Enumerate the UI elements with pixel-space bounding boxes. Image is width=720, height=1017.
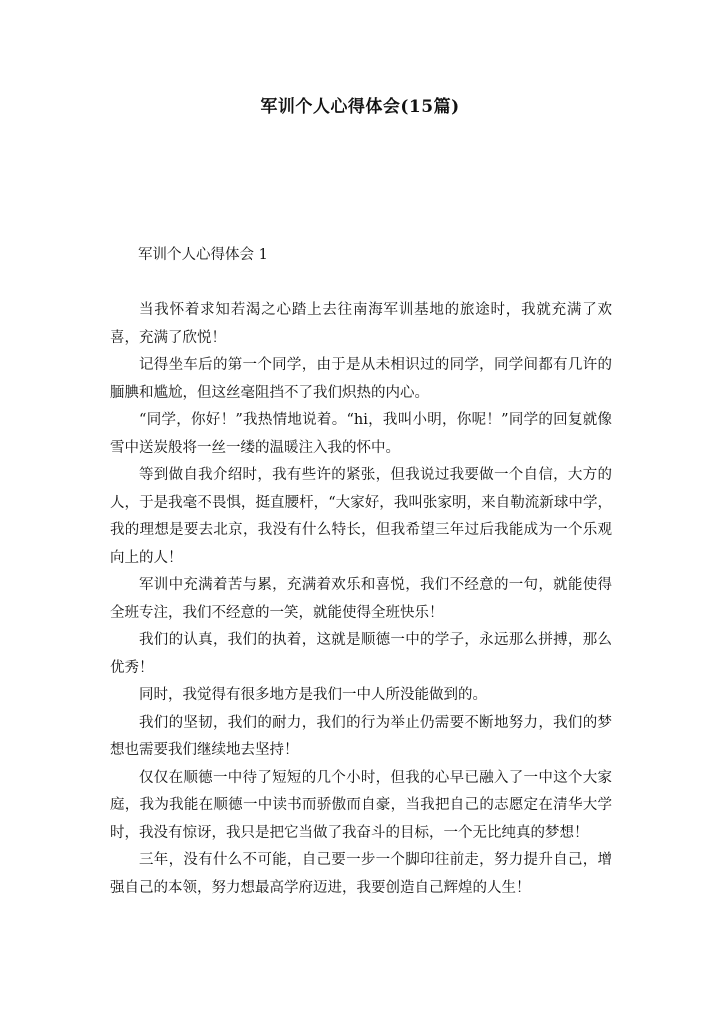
paragraph: 我们的认真，我们的执着，这就是顺德一中的学子，永远那么拼搏，那么优秀！ [110,632,612,676]
paragraph: 三年，没有什么不可能，自己要一步一个脚印往前走，努力提升自己，增强自己的本领，努力想最高学府迈进，我要创造自己辉煌的人生！ [110,852,612,896]
paragraph: “同学，你好！”我热情地说着。“hi，我叫小明，你呢！”同学的回复就像雪中送炭般将一丝一缕的温暖注入我的怀中。 [110,412,612,456]
paragraph: 等到做自我介绍时，我有些许的紧张，但我说过我要做一个自信，大方的人，于是我毫不畏惧，挺直腰杆，“大家好，我叫张家明，来自勒流新球中学，我的理想是要去北京，我没有什么特长，但我希望三年过后我能成为一个乐观向上的人！ [110,467,612,566]
paragraph: 仅仅在顺德一中待了短短的几个小时，但我的心早已融入了一中这个大家庭，我为我能在顺德一中读书而骄傲而自豪，当我把自己的志愿定在清华大学时，我没有惊讶，我只是把它当做了我奋斗的目标，一个无比纯真的梦想！ [110,769,612,841]
paragraph: 同时，我觉得有很多地方是我们一中人所没能做到的。 [139,687,487,703]
paragraph: 我们的坚韧，我们的耐力，我们的行为举止仍需要不断地努力，我们的梦想也需要我们继续地去坚持！ [110,714,612,758]
paragraph: 军训中充满着苦与累，充满着欢乐和喜悦，我们不经意的一句，就能使得全班专注，我们不经意的一笑，就能使得全班快乐！ [110,577,612,621]
document-title: 军训个人心得体会(15篇) [260,97,460,117]
section-heading: 军训个人心得体会 1 [138,247,268,263]
document-body [110,297,612,902]
paragraph: 记得坐车后的第一个同学，由于是从未相识过的同学，同学间都有几许的腼腆和尴尬，但这丝毫阻挡不了我们炽热的内心。 [110,357,612,401]
paragraph: 当我怀着求知若渴之心踏上去往南海军训基地的旅途时，我就充满了欢喜，充满了欣悦！ [110,302,612,346]
